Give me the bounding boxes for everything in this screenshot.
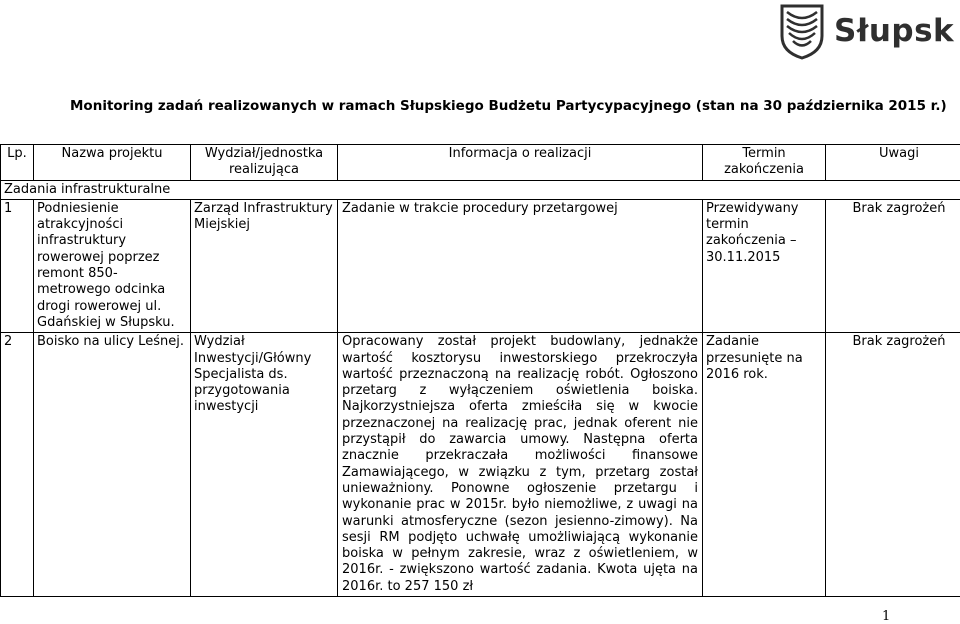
header-lp: Lp.: [1, 145, 34, 181]
row-implementation-info: Opracowany został projekt budowlany, jednakże wartość kosztorysu inwestorskiego przekroczyła wartość przeznaczoną na realizację robót. Ogłoszono przetarg z wyłączeniem oświetlenia boiska. Najkorzystniejsza oferta zmieściła się w kwocie przeznaczonej na realizację prac, jednak oferent nie przystąpił do zawarcia umowy. Następna oferta znacznie przekraczała możliwości finansowe Zamawiającego, w związku z tym, przetarg został unieważniony. Ponowne ogłoszenie przetargu i wykonanie prac w 2015r. było niemożliwe, z uwagi na warunki atmosferyczne (sezon jesienno-zimowy). Na sesji RM podjęto uchwałę umożliwiającą wykonanie boiska w pełnym zakresie, wraz z oświetleniem, w 2016r. - zwiększono wartość zadania. Kwota ujęta na 2016r. to 257 150 zł: [338, 333, 703, 597]
header-implementation-info: Informacja o realizacji: [338, 145, 703, 181]
row-notes: Brak zagrożeń: [826, 333, 960, 597]
document-title: Monitoring zadań realizowanych w ramach Słupskiego Budżetu Partycypacyjnego (stan na 30 października 2015 r.): [70, 98, 947, 114]
header-department: Wydział/jednostka realizująca: [191, 145, 338, 181]
row-deadline: Przewidywany termin zakończenia – 30.11.2015: [703, 199, 826, 332]
city-logo: [778, 2, 954, 60]
row-lp: 1: [1, 199, 34, 332]
table-row: [1, 199, 960, 332]
row-notes: Brak zagrożeń: [826, 199, 960, 332]
row-department: Zarząd Infrastruktury Miejskiej: [191, 199, 338, 332]
row-project-name: Podniesienie atrakcyjności infrastruktury rowerowej poprzez remont 850-metrowego odcinka drogi rowerowej ul. Gdańskiej w Słupsku.: [34, 199, 191, 332]
header-deadline: Termin zakończenia: [703, 145, 826, 181]
group-row: [1, 180, 960, 199]
table-header-row: [1, 145, 960, 181]
header-project-name: Nazwa projektu: [34, 145, 191, 181]
row-deadline: Zadanie przesunięte na 2016 rok.: [703, 333, 826, 597]
group-label: Zadania infrastrukturalne: [1, 180, 960, 199]
header-notes: Uwagi: [826, 145, 960, 181]
table-row: [1, 333, 960, 597]
row-implementation-info: Zadanie w trakcie procedury przetargowej: [338, 199, 703, 332]
row-lp: 2: [1, 333, 34, 597]
page-number: 1: [882, 609, 891, 624]
slupsk-emblem-icon: [778, 2, 826, 60]
row-project-name: Boisko na ulicy Leśnej.: [34, 333, 191, 597]
tasks-table: [0, 144, 960, 597]
row-department: Wydział Inwestycji/Główny Specjalista ds. przygotowania inwestycji: [191, 333, 338, 597]
logo-text: Słupsk: [834, 13, 955, 49]
